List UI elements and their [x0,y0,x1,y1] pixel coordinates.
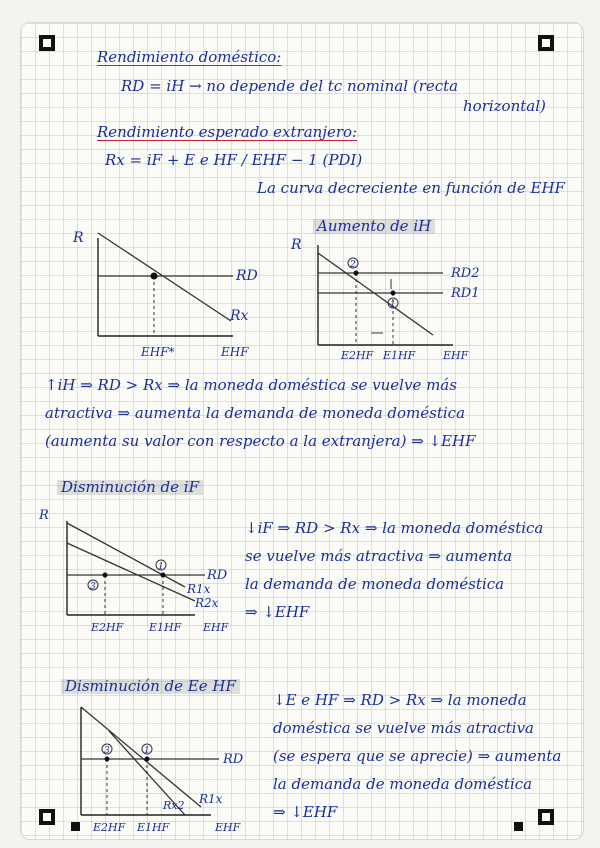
formula-curve-note: La curva decreciente en función de EHF [257,179,565,197]
formula-rd-cont: horizontal) [463,97,546,115]
heading-rendimiento-domestico: Rendimiento doméstico: [97,48,282,66]
g3-point-3: 3 [90,582,96,592]
notebook-page [20,22,584,840]
g1-rx-label: Rx [230,308,249,324]
text-dism-e-line3: (se espera que se aprecie) ⇒ aumenta [273,747,562,765]
text-aumento-line2: atractiva ⇒ aumenta la demanda de moneda doméstica [45,404,466,422]
text-aumento-line1: ↑iH ⇒ RD > Rx ⇒ la moneda doméstica se vuelve más [45,376,457,394]
g3-rx2-label: R2x [195,596,219,610]
g2-y-label: R [291,237,302,253]
graph-disminucion-e [51,703,261,839]
graph-aumento-ih [283,235,513,365]
text-dism-if-line2: se vuelve más atractiva ⇒ aumenta [245,547,513,565]
text-dism-e-line1: ↓E e HF ⇒ RD > Rx ⇒ la moneda [273,691,527,709]
g4-x-label: EHF [215,821,241,834]
g3-x-label: EHF [203,621,229,634]
g4-point-3: 3 [104,746,110,756]
formula-rx: Rx = iF + E e HF / EHF − 1 (PDI) [105,151,363,169]
heading-disminucion-e: Disminución de Ee HF [61,679,240,694]
g1-rd-label: RD [236,268,258,284]
g1-x-label: EHF [221,345,249,359]
text-dism-e-line5: ⇒ ↓EHF [273,803,338,821]
g4-rd-label: RD [223,752,244,767]
heading-disminucion-if: Disminución de iF [57,480,203,495]
formula-rd: RD = iH → no depende del tc nominal (recta [121,77,459,95]
corner-marker-bottom-right [538,809,554,825]
g2-x1-label: E1HF [383,349,416,362]
text-aumento-line3: (aumenta su valor con respecto a la extranjera) ⇒ ↓EHF [45,432,476,450]
g4-rx2-label: Rx2 [163,799,185,812]
heading-rendimiento-extranjero: Rendimiento esperado extranjero: [97,123,358,141]
g1-eq-label: EHF* [141,345,175,359]
g3-y-label: R [39,508,49,523]
graph-equilibrium [73,228,273,363]
heading-aumento: Aumento de iH [313,219,435,234]
text-dism-e-line4: la demanda de moneda doméstica [273,775,533,793]
g2-point-2: 2 [350,260,356,270]
g3-x2-label: E2HF [91,621,124,634]
g2-x-label: EHF [443,349,469,362]
g2-x2-label: E2HF [341,349,374,362]
g2-rd2-label: RD2 [451,266,480,281]
text-dism-if-line1: ↓iF ⇒ RD > Rx ⇒ la moneda doméstica [245,519,544,537]
text-dism-if-line4: ⇒ ↓EHF [245,603,310,621]
text-dism-if-line3: la demanda de moneda doméstica [245,575,505,593]
corner-marker-top-left [39,35,55,51]
g4-rx1-label: R1x [199,792,223,806]
g3-point-1: 1 [158,562,164,572]
g4-x1-label: E1HF [137,821,170,834]
g2-rd1-label: RD1 [451,286,480,301]
g3-rd-label: RD [207,568,228,583]
g4-point-1: 1 [144,746,150,756]
g4-x2-label: E2HF [93,821,126,834]
corner-square-bottom-right [514,822,523,831]
graph-disminucion-if [35,503,245,643]
text-dism-e-line2: doméstica se vuelve más atractiva [273,719,534,737]
g3-rx1-label: R1x [187,582,211,596]
g3-x1-label: E1HF [149,621,182,634]
corner-marker-top-right [538,35,554,51]
g2-point-1: 1 [390,300,396,310]
g1-y-label: R [73,230,84,246]
